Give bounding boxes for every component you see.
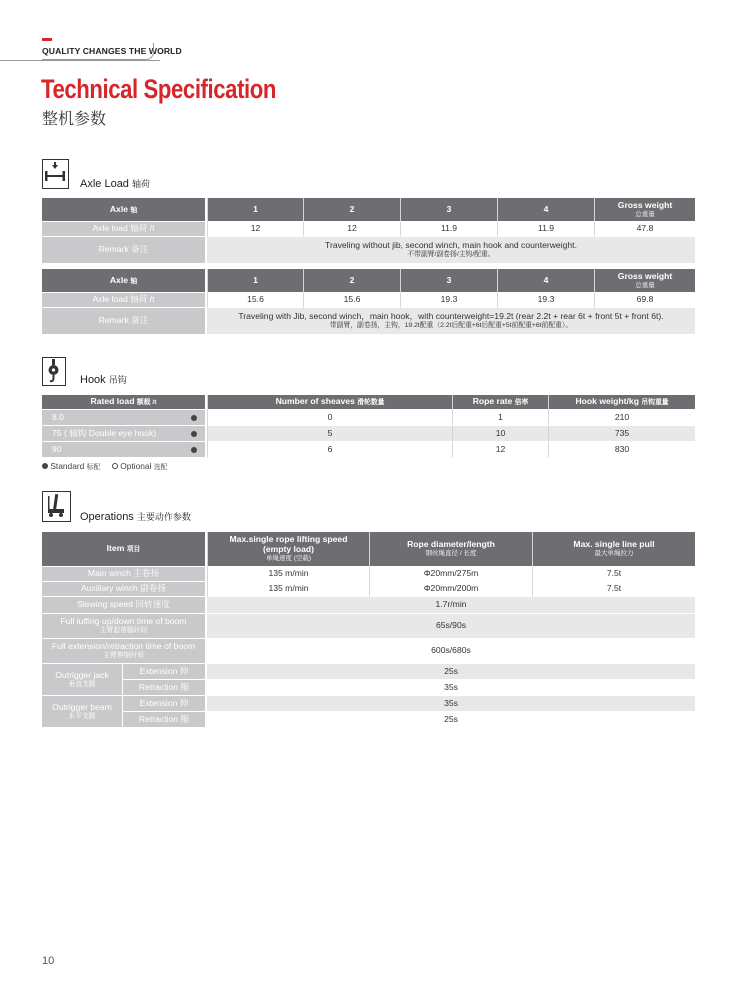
hook-section-en: Hook bbox=[80, 374, 106, 386]
rated-load-value: 75 ( 轴钩 Double eye hook) bbox=[52, 427, 157, 438]
axle-table-2 bbox=[42, 269, 695, 335]
header-rule bbox=[0, 60, 160, 61]
rope-rate-value: 12 bbox=[452, 442, 548, 458]
axle-load-label: Axle load 轴荷 /t bbox=[42, 293, 207, 308]
remark-cn: 不带副臂/副卷扬/主钩/配重。 bbox=[407, 251, 495, 259]
sheaves-value: 0 bbox=[207, 410, 452, 426]
rope-rate-value: 10 bbox=[452, 426, 548, 442]
axle-col-3: 3 bbox=[400, 198, 497, 222]
axle-load-value: 19.3 bbox=[400, 293, 497, 308]
axle-section-en: Axle Load bbox=[80, 178, 129, 190]
outrigger-jack-label: Outrigger jack 垂直支腿 bbox=[42, 664, 123, 696]
standard-dot-icon bbox=[191, 431, 197, 437]
aux-winch-label: Auxiliary winch 副卷扬 bbox=[42, 582, 207, 597]
sheaves-value: 6 bbox=[207, 442, 452, 458]
brand-accent-bar bbox=[42, 38, 52, 41]
axle-load-value: 12 bbox=[303, 222, 400, 237]
luffing-value: 65s/90s bbox=[207, 614, 695, 639]
main-winch-rope: Φ20mm/275m bbox=[369, 567, 532, 582]
main-winch-speed: 135 m/min bbox=[207, 567, 369, 582]
hook-section-cn: 吊钩 bbox=[108, 375, 127, 385]
beam-retraction-value: 25s bbox=[207, 712, 695, 728]
standard-dot-icon bbox=[191, 447, 197, 453]
beam-retraction-label: Retraction 缩 bbox=[123, 712, 207, 728]
remark-en: Traveling with Jib, second winch，main hook，with counterweight=19.2t (rear 2.2t + rear 6t + front 5t + front 6t). bbox=[238, 311, 664, 322]
rated-load-value: 8.0 bbox=[52, 411, 64, 422]
jack-extension-label: Extension 伸 bbox=[123, 664, 207, 680]
legend-optional: Optional bbox=[120, 461, 152, 471]
hook-weight-value: 735 bbox=[548, 426, 695, 442]
luffing-label: Full luffing up/down time of boom 主臂起落幅时间 bbox=[42, 614, 207, 639]
extension-value: 600s/680s bbox=[207, 639, 695, 664]
axle-header: Axle 轴 bbox=[42, 269, 207, 293]
axle-load-value: 11.9 bbox=[400, 222, 497, 237]
axle-header: Axle 轴 bbox=[42, 198, 207, 222]
rope-rate-header: Rope rate 倍率 bbox=[452, 395, 548, 410]
slewing-value: 1.7r/min bbox=[207, 597, 695, 614]
remark-en: Traveling without jib, second winch, main hook and counterweight. bbox=[325, 240, 577, 251]
standard-dot-icon bbox=[191, 415, 197, 421]
outrigger-beam-label: Outrigger beam 水平支腿 bbox=[42, 696, 123, 728]
remark-label: Remark 备注 bbox=[42, 308, 207, 335]
hook-table bbox=[42, 395, 695, 458]
aux-winch-rope: Φ20mm/200m bbox=[369, 582, 532, 597]
item-header: Item 项目 bbox=[42, 532, 207, 567]
brand-underline bbox=[42, 43, 154, 60]
operations-section-en: Operations bbox=[80, 511, 134, 523]
remark-text bbox=[207, 308, 695, 335]
axle-col-2: 2 bbox=[303, 198, 400, 222]
rated-load-cell bbox=[42, 442, 207, 458]
beam-extension-label: Extension 伸 bbox=[123, 696, 207, 712]
axle-load-value: 15.6 bbox=[207, 293, 303, 308]
standard-dot-icon bbox=[42, 463, 48, 469]
rated-load-cell bbox=[42, 410, 207, 426]
axle-col-4: 4 bbox=[497, 198, 594, 222]
aux-winch-speed: 135 m/min bbox=[207, 582, 369, 597]
axle-table-1 bbox=[42, 198, 695, 264]
hook-section-title bbox=[80, 373, 127, 386]
remark-text bbox=[207, 237, 695, 264]
axle-col-4: 4 bbox=[497, 269, 594, 293]
sheaves-value: 5 bbox=[207, 426, 452, 442]
axle-icon bbox=[42, 159, 69, 189]
axle-col-2: 2 bbox=[303, 269, 400, 293]
crane-icon bbox=[42, 491, 71, 522]
axle-load-label: Axle load 轴荷 /t bbox=[42, 222, 207, 237]
axle-load-value: 19.3 bbox=[497, 293, 594, 308]
rope-rate-value: 1 bbox=[452, 410, 548, 426]
aux-winch-pull: 7.5t bbox=[532, 582, 695, 597]
gross-weight-value: 47.8 bbox=[594, 222, 695, 237]
hook-weight-header: Hook weight/kg 吊钩重量 bbox=[548, 395, 695, 410]
jack-retraction-value: 35s bbox=[207, 680, 695, 696]
axle-section-title bbox=[80, 177, 150, 190]
axle-load-value: 12 bbox=[207, 222, 303, 237]
rated-load-header: Rated load 额载 /t bbox=[42, 395, 207, 410]
lifting-speed-header: Max.single rope lifting speed (empty load) 单绳速度 (空载) bbox=[207, 532, 369, 567]
axle-col-1: 1 bbox=[207, 198, 303, 222]
extension-label: Full extension/retraction time of boom 主臂伸缩时间 bbox=[42, 639, 207, 664]
line-pull-header: Max. single line pull 最大单绳拉力 bbox=[532, 532, 695, 567]
gross-weight-header: Gross weight 总重量 bbox=[594, 198, 695, 222]
hook-weight-value: 210 bbox=[548, 410, 695, 426]
axle-load-value: 15.6 bbox=[303, 293, 400, 308]
gross-weight-value: 69.8 bbox=[594, 293, 695, 308]
operations-section-title bbox=[80, 510, 191, 523]
remark-label: Remark 备注 bbox=[42, 237, 207, 264]
main-winch-pull: 7.5t bbox=[532, 567, 695, 582]
legend-standard: Standard bbox=[50, 461, 85, 471]
slewing-label: Slewing speed 回转速度 bbox=[42, 597, 207, 614]
jack-extension-value: 25s bbox=[207, 664, 695, 680]
brand-slogan: QUALITY CHANGES THE WORLD bbox=[42, 46, 182, 56]
operations-table bbox=[42, 532, 695, 728]
operations-section-cn: 主要动作参数 bbox=[136, 512, 191, 522]
legend-optional-cn: 选配 bbox=[153, 464, 168, 471]
gross-weight-header: Gross weight 总重量 bbox=[594, 269, 695, 293]
page-title: Technical Specification bbox=[41, 74, 277, 104]
rated-load-cell bbox=[42, 426, 207, 442]
axle-load-value: 11.9 bbox=[497, 222, 594, 237]
beam-extension-value: 35s bbox=[207, 696, 695, 712]
axle-col-3: 3 bbox=[400, 269, 497, 293]
rope-header: Rope diameter/length 钢丝绳直径 / 长度 bbox=[369, 532, 532, 567]
jack-retraction-label: Retraction 缩 bbox=[123, 680, 207, 696]
rated-load-value: 90 bbox=[52, 443, 62, 454]
hook-icon bbox=[42, 357, 66, 386]
hook-legend bbox=[42, 461, 167, 471]
axle-section-cn: 轴荷 bbox=[132, 179, 151, 189]
main-winch-label: Main winch 主卷扬 bbox=[42, 567, 207, 582]
optional-circle-icon bbox=[112, 463, 118, 469]
axle-col-1: 1 bbox=[207, 269, 303, 293]
legend-standard-cn: 标配 bbox=[86, 464, 101, 471]
page-title-cn: 整机参数 bbox=[42, 111, 107, 128]
page-number: 10 bbox=[42, 955, 55, 967]
sheaves-header: Number of sheaves 滑轮数量 bbox=[207, 395, 452, 410]
hook-weight-value: 830 bbox=[548, 442, 695, 458]
remark-cn: 带副臂，副卷扬，主钩，19.2t配重（2.2t后配重+6t后配重+5t前配重+6t前配重）。 bbox=[329, 322, 573, 330]
